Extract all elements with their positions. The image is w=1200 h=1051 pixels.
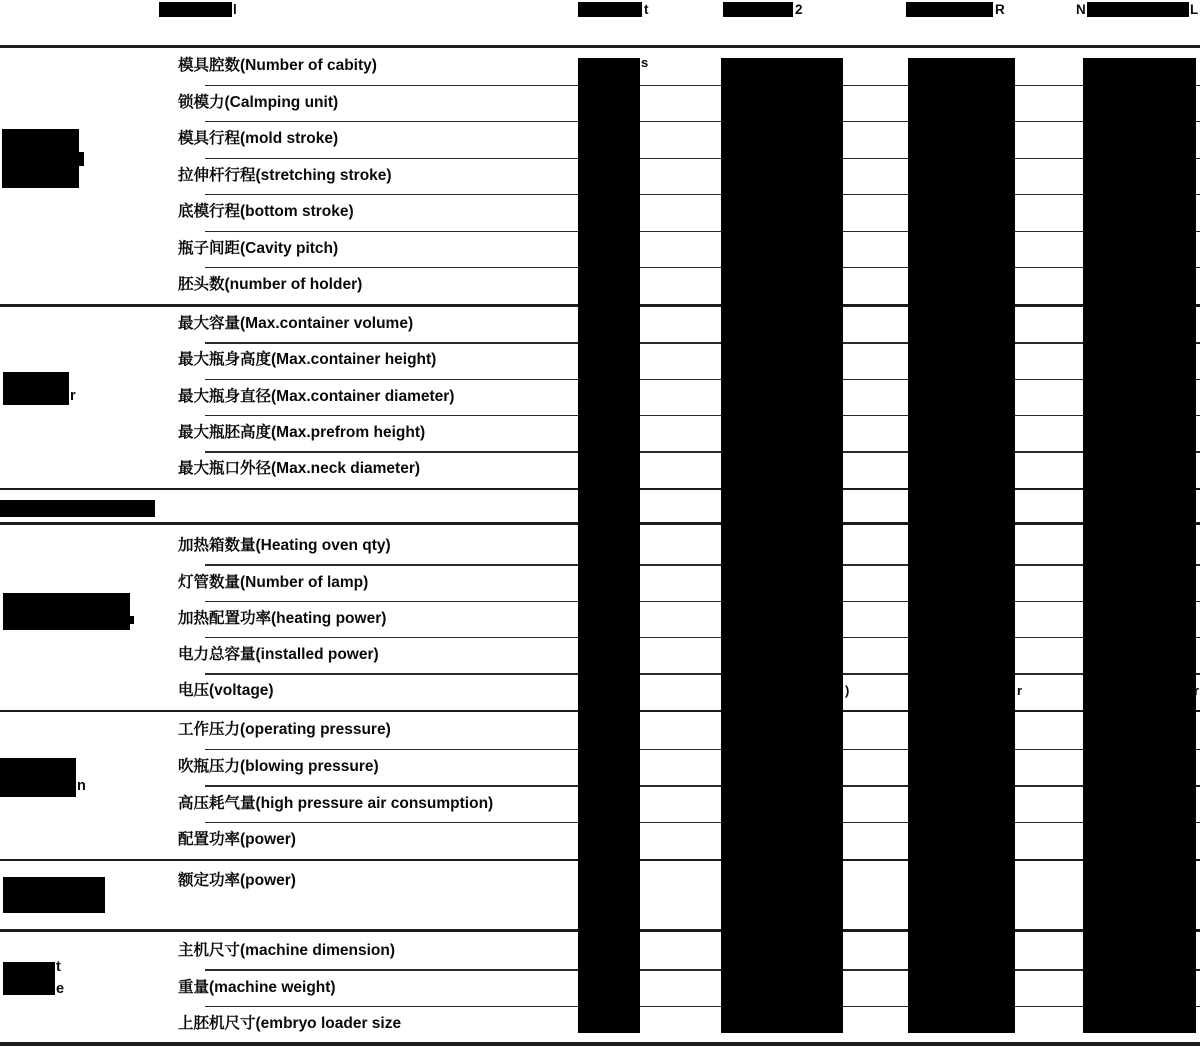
- category-2-letter-fragment: r: [70, 388, 76, 404]
- model-header-4-prefix-fragment: N: [1076, 2, 1086, 17]
- row-label: 高压耗气量(high pressure air consumption): [178, 794, 494, 812]
- model-header-2-fragment: 2: [795, 2, 803, 17]
- row-rule: [205, 601, 1200, 602]
- category-6-letter-fragment: t: [56, 959, 61, 975]
- redacted-category-5: [3, 877, 105, 913]
- section-rule: [0, 45, 1200, 48]
- row-label: 瓶子间距(Cavity pitch): [178, 239, 339, 257]
- redacted-data-column-2: [721, 58, 843, 1033]
- row-label: 最大容量(Max.container volume): [178, 315, 414, 333]
- row-rule: [205, 822, 1200, 823]
- row-rule: [205, 673, 1200, 674]
- row-rule: [205, 85, 1200, 86]
- row-rule: [205, 1006, 1200, 1007]
- row-rule: [205, 969, 1200, 970]
- row-rule: [205, 379, 1200, 380]
- row-label: 最大瓶胚高度(Max.prefrom height): [178, 424, 426, 441]
- redacted-model-header-1: [578, 2, 642, 17]
- redacted-model-header-4: [1087, 2, 1189, 17]
- row-rule: [205, 267, 1200, 268]
- redacted-category-band: [0, 500, 155, 517]
- row-rule: [205, 564, 1200, 565]
- row-label: 模具腔数(Number of cabity): [178, 57, 377, 75]
- row-label: 最大瓶身直径(Max.container diameter): [178, 387, 455, 405]
- row-label: 重量(machine weight): [178, 978, 336, 996]
- row-label: 吹瓶压力(blowing pressure): [178, 757, 379, 775]
- row-label: 灯管数量(Number of lamp): [178, 573, 369, 591]
- row-label: 电力总容量(installed power): [178, 646, 379, 663]
- row-rule: [205, 785, 1200, 786]
- value-fragment: r: [1017, 683, 1023, 698]
- row-label: 额定功率(power): [178, 872, 296, 889]
- row-rule: [205, 451, 1200, 452]
- row-label: 锁模力(Calmping unit): [178, 93, 339, 111]
- row-rule: [205, 158, 1200, 159]
- category-4-letter-fragment: n: [77, 778, 86, 794]
- row-label: 配置功率(power): [178, 831, 296, 849]
- redacted-data-column-3: [908, 58, 1015, 1033]
- row-label: 电压(voltage): [178, 682, 274, 700]
- row-rule: [205, 342, 1200, 343]
- value-fragment: r: [1194, 683, 1200, 698]
- redacted-category-1: [2, 129, 79, 188]
- model-header-1-fragment: t: [644, 2, 649, 17]
- label-column-header-fragment: l: [233, 2, 237, 17]
- redacted-data-column-4: [1083, 58, 1196, 1033]
- row-label: 加热配置功率(heating power): [178, 609, 387, 627]
- model-header-3-fragment: R: [995, 2, 1005, 17]
- row-label: 上胚机尺寸(embryo loader size: [178, 1014, 402, 1032]
- redacted-category-2: [3, 372, 69, 405]
- redacted-data-column-1: [578, 58, 640, 1033]
- section-rule: [0, 1042, 1200, 1046]
- row-label: 底模行程(bottom stroke): [178, 203, 354, 221]
- category-6-letter-fragment: e: [56, 981, 65, 997]
- row-rule: [205, 415, 1200, 416]
- model-header-4-suffix-fragment: L: [1190, 2, 1199, 17]
- row-label: 工作压力(operating pressure): [178, 721, 391, 739]
- row-label: 拉伸杆行程(stretching stroke): [178, 166, 392, 184]
- row-rule: [205, 194, 1200, 195]
- row-label: 加热箱数量(Heating oven qty): [178, 537, 391, 555]
- row-rule: [205, 231, 1200, 232]
- value-fragment: ): [845, 683, 850, 698]
- row-rule: [205, 749, 1200, 750]
- category-1-glyph-fragment: [79, 152, 84, 166]
- category-3-glyph-fragment: [130, 616, 134, 624]
- redacted-model-header-2: [723, 2, 793, 17]
- row-label: 模具行程(mold stroke): [178, 130, 339, 148]
- row-rule: [205, 121, 1200, 122]
- row-label: 主机尺寸(machine dimension): [178, 942, 396, 960]
- redacted-category-6: [3, 962, 55, 995]
- row-rule: [205, 637, 1200, 638]
- redacted-category-3: [3, 593, 130, 630]
- row-label: 最大瓶身高度(Max.container height): [178, 351, 437, 369]
- redacted-category-4: [0, 758, 76, 797]
- row-label: 最大瓶口外径(Max.neck diameter): [178, 460, 421, 478]
- value-fragment: s: [641, 55, 649, 70]
- redacted-model-header-3: [906, 2, 993, 17]
- row-label: 胚头数(number of holder): [178, 276, 363, 294]
- redacted-label-column-header: [159, 2, 232, 17]
